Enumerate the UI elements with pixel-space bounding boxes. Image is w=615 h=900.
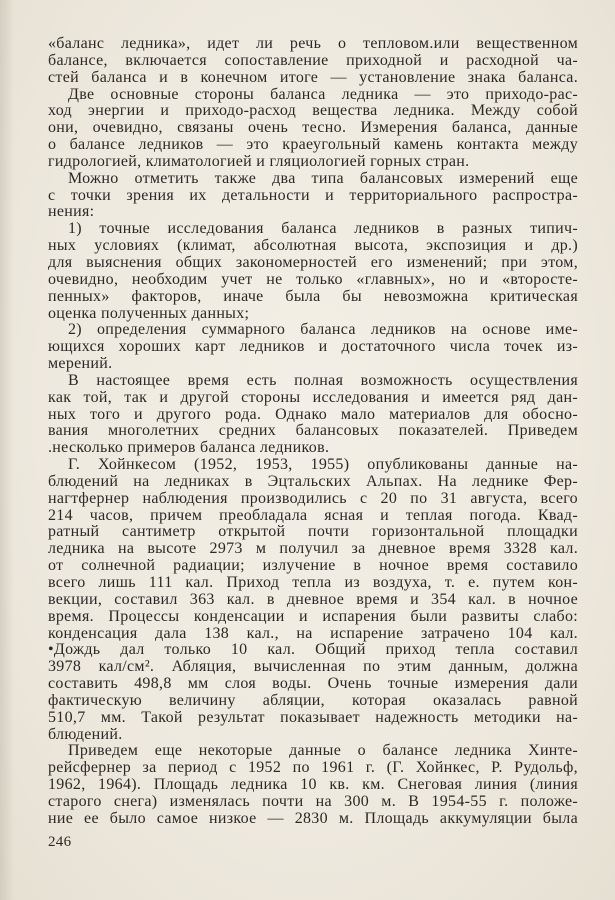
text-line: «баланс ледника», идет ли речь о тепловом.или вещественном <box>48 35 578 52</box>
text-line: с точки зрения их детальности и территориального распростра- <box>48 186 578 204</box>
text-line: старого снега) изменялась почти на 300 м. В 1954-55 г. положе- <box>48 792 578 810</box>
text-line: балансе, включается сопоставление приходной и расходной ча- <box>48 51 578 69</box>
paragraph-4 <box>48 373 578 457</box>
text-line: нагтфернер наблюдения производились с 20 по 31 августа, всего <box>48 489 578 507</box>
text-line: они, очевидно, связаны очень тесно. Измерения баланса, данные <box>48 119 578 137</box>
text-line: Две основные стороны баланса ледника — это приходо-рас- <box>68 85 578 103</box>
text-line: время. Процессы конденсации и испарения были развиты слабо: <box>48 607 578 625</box>
paragraph-3 <box>48 171 578 222</box>
text-line: 214 часов, причем преобладала ясная и теплая погода. Квад- <box>48 506 578 524</box>
text-line: пенных» факторов, иначе была бы невозможна критическая <box>48 287 578 305</box>
text-line: Можно отметить также два типа балансовых измерений еще <box>68 169 578 187</box>
text-line: стей баланса и в конечном итоге — установление знака баланса. <box>48 68 578 86</box>
text-line: 1962, 1964). Площадь ледника 10 кв. км. Снеговая линия (линия <box>48 776 578 794</box>
text-line: ход энергии и приходо-расход вещества ледника. Между собой <box>48 102 578 120</box>
paragraph-1 <box>48 36 578 87</box>
text-line: 2) определения суммарного баланса ледников на основе име- <box>68 321 578 339</box>
paragraph-6 <box>48 743 578 827</box>
text-line: для выяснения общих закономерностей его изменений; при этом, <box>48 253 578 271</box>
text-line: 510,7 мм. Такой результат показывает надежность методики на- <box>48 708 578 726</box>
text-line: блюдений. <box>48 725 123 743</box>
text-line: всего лишь 111 кал. Приход тепла из воздуха, т. е. путем кон- <box>48 574 578 591</box>
text-line: 3978 кал/см². Абляция, вычисленная по этим данным, должна <box>48 658 578 676</box>
text-line: очевидно, необходим учет не только «главных», но и «второсте- <box>48 270 578 288</box>
text-line: о балансе ледников — это краеугольный камень контакта между <box>48 136 578 154</box>
text-line: ющихся хороших карт ледников и достаточного числа точек из- <box>48 338 578 356</box>
text-line: В настоящее время есть полная возможность осуществления <box>68 371 578 389</box>
text-line: ледника на высоте 2973 м получил за дневное время 3328 кал. <box>48 540 578 558</box>
text-line: ных того и другого рода. Однако мало материалов для обосно- <box>48 405 578 423</box>
text-line: 1) точные исследования баланса ледников в разных типич- <box>68 220 578 238</box>
body-text <box>48 36 578 828</box>
text-line: Приведем еще некоторые данные о балансе ледника Хинте- <box>68 742 578 760</box>
text-line: •Дождь дал только 10 кал. Общий приход тепла составил <box>48 641 578 659</box>
text-line: от солнечной радиации; излучение в ночное время составило <box>48 557 578 575</box>
text-line: оценка полученных данных; <box>48 304 250 322</box>
paragraph-2 <box>48 87 578 171</box>
text-line: конденсация дала 138 кал., на испарение затрачено 104 кал. <box>48 624 578 642</box>
text-line: ратный сантиметр открытой почти горизонтальной площадки <box>48 523 578 541</box>
text-line: блюдений на ледниках в Эцтальских Альпах. На леднике Фер- <box>48 472 578 490</box>
list-item-2 <box>48 322 578 373</box>
text-line: .несколько примеров баланса ледников. <box>48 439 330 457</box>
text-line: ных условиях (климат, абсолютная высота, экспозиция и др.) <box>48 237 578 255</box>
text-line: Г. Хойнкесом (1952, 1953, 1955) опубликованы данные на- <box>68 456 578 474</box>
text-line: как той, так и другой стороны исследования и имеется ряд дан- <box>48 388 578 406</box>
text-line: фактическую величину абляции, которая оказалась равной <box>48 691 578 709</box>
text-line: рейсфернер за период с 1952 по 1961 г. (Г. Хойнкес, Р. Рудольф, <box>48 759 578 777</box>
paragraph-5 <box>48 457 578 743</box>
text-line: составить 498,8 мм слоя воды. Очень точные измерения дали <box>48 675 578 693</box>
text-line: ние ее было самое низкое — 2830 м. Площадь аккумуляции была <box>48 809 578 827</box>
text-line: нения: <box>48 203 95 221</box>
page-number: 246 <box>48 834 72 850</box>
text-line: вания многолетних средних балансовых показателей. Приведем <box>48 422 578 440</box>
text-line: векции, составил 363 кал. в дневное время и 354 кал. в ночное <box>48 590 578 608</box>
list-item-1 <box>48 221 578 322</box>
text-line: гидрологией, климатологией и гляциологией горных стран. <box>48 152 470 170</box>
text-line: мерений. <box>48 355 113 373</box>
